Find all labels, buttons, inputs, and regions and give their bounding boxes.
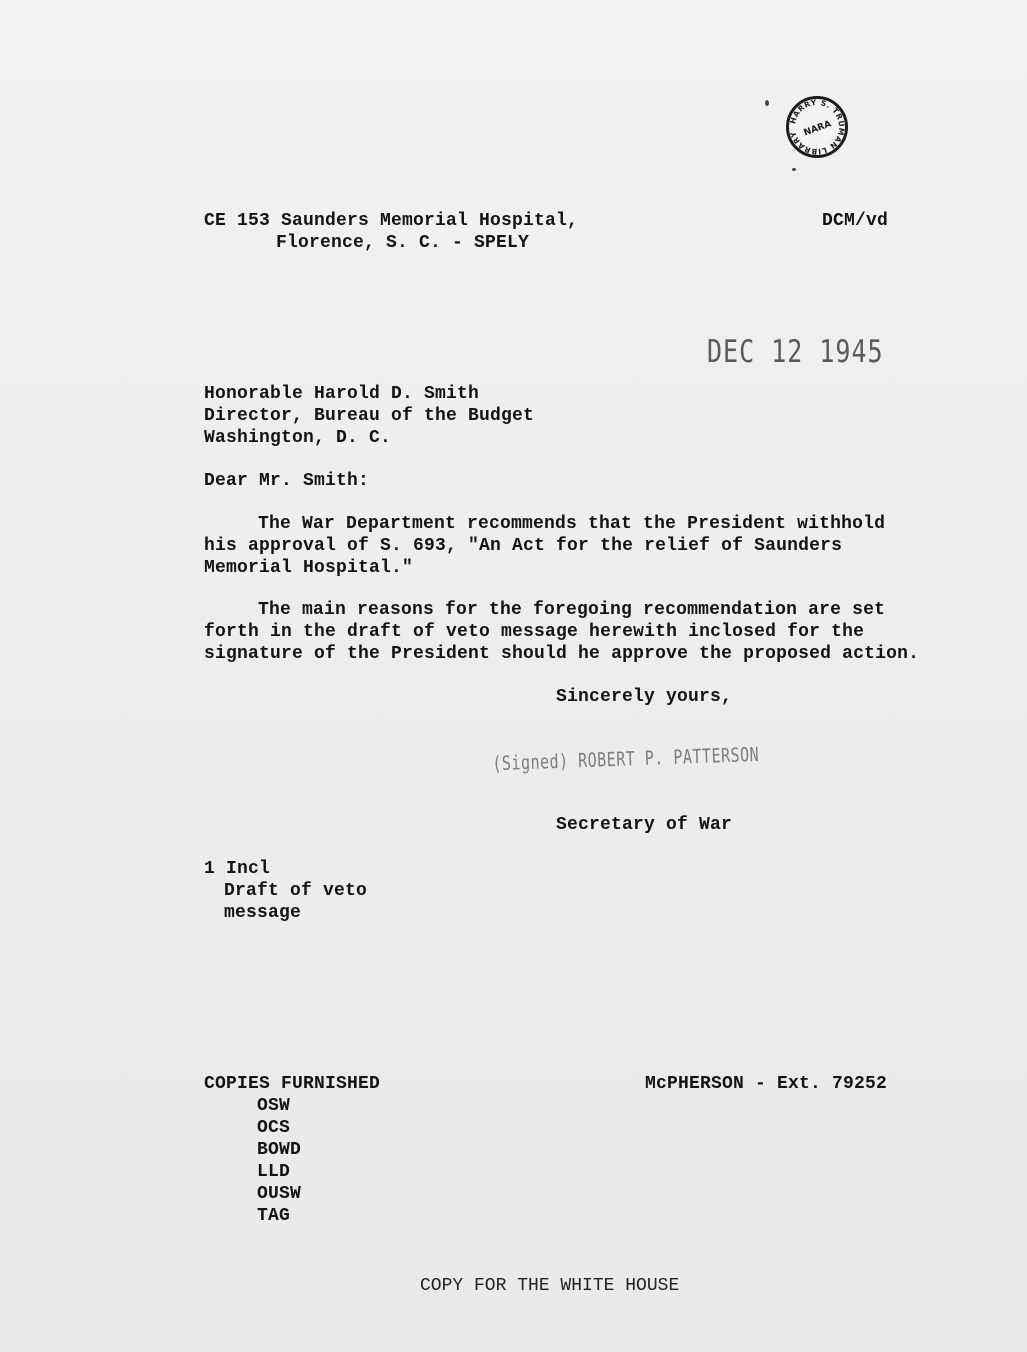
recipient-city: Washington, D. C. <box>204 428 392 448</box>
body-paragraph1-line3: Memorial Hospital." <box>204 558 414 578</box>
body-paragraph2-line3: signature of the President should he approve the proposed action. <box>204 644 920 664</box>
footer-copy-note: COPY FOR THE WHITE HOUSE <box>420 1276 680 1296</box>
enclosure-description-line2: message <box>224 903 302 923</box>
body-paragraph2-line2: forth in the draft of veto message herewith inclosed for the <box>204 622 865 642</box>
enclosure-count: 1 Incl <box>204 859 271 879</box>
copies-heading: COPIES FURNISHED <box>204 1074 381 1094</box>
closing: Sincerely yours, <box>556 687 733 707</box>
recipient-name: Honorable Harold D. Smith <box>204 384 480 404</box>
typist-initials: DCM/vd <box>822 211 889 231</box>
recipient-title: Director, Bureau of the Budget <box>204 406 535 426</box>
file-reference-line1: CE 153 Saunders Memorial Hospital, <box>204 211 579 231</box>
copies-item: OSW <box>257 1096 291 1116</box>
copies-item: OUSW <box>257 1184 302 1204</box>
signer-title: Secretary of War <box>556 815 733 835</box>
enclosure-description-line1: Draft of veto <box>224 881 368 901</box>
library-seal <box>786 96 848 158</box>
svg-text:NARA: NARA <box>802 119 833 139</box>
contact-extension: McPHERSON - Ext. 79252 <box>645 1074 888 1094</box>
copies-item: BOWD <box>257 1140 302 1160</box>
svg-text:HARRY S. TRUMAN LIBRARY: HARRY S. TRUMAN LIBRARY <box>788 97 847 157</box>
salutation: Dear Mr. Smith: <box>204 471 370 491</box>
date-stamp: DEC 12 1945 <box>707 333 884 370</box>
file-reference-line2: Florence, S. C. - SPELY <box>276 233 530 253</box>
copies-item: OCS <box>257 1118 291 1138</box>
signature-stamp: (Signed) ROBERT P. PATTERSON <box>492 742 760 776</box>
ink-speck <box>792 168 796 171</box>
body-paragraph1-line2: his approval of S. 693, "An Act for the relief of Saunders <box>204 536 843 556</box>
ink-speck <box>765 100 769 106</box>
body-paragraph1-line1: The War Department recommends that the President withhold <box>258 514 886 534</box>
body-paragraph2-line1: The main reasons for the foregoing recommendation are set <box>258 600 886 620</box>
copies-item: LLD <box>257 1162 291 1182</box>
copies-item: TAG <box>257 1206 291 1226</box>
